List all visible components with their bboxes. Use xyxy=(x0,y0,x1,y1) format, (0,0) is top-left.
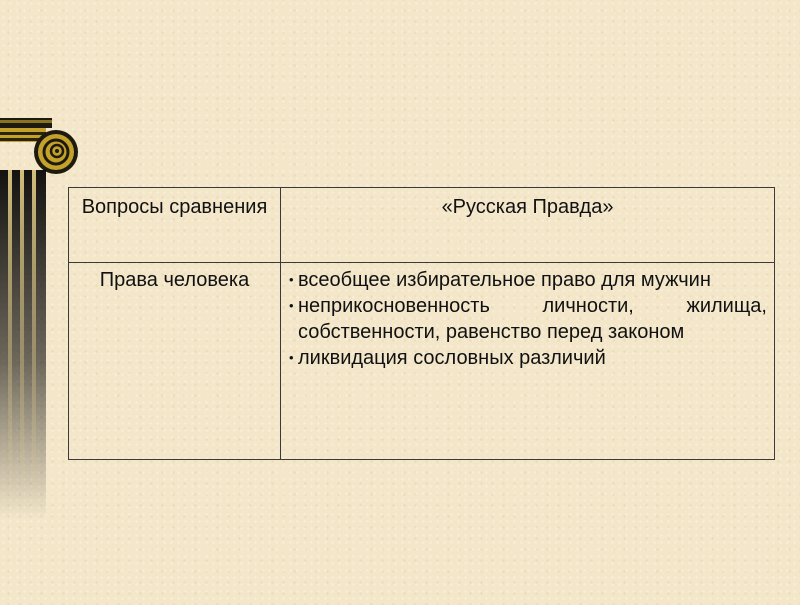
comparison-table xyxy=(68,187,775,460)
rights-list-cell xyxy=(281,263,775,460)
table-header-row xyxy=(69,188,775,263)
list-item xyxy=(289,345,767,371)
bullet-text: неприкосновенность личности, жилища, собственности, равенство перед законом xyxy=(298,295,767,343)
list-item xyxy=(289,293,767,345)
bullet-dot-icon: • xyxy=(289,298,294,313)
bullet-dot-icon: • xyxy=(289,272,294,287)
row-label-human-rights: Права человека xyxy=(69,263,281,460)
list-item xyxy=(289,267,767,293)
table-row xyxy=(69,263,775,460)
bullet-text: всеобщее избирательное право для мужчин xyxy=(298,269,711,291)
bullet-text: ликвидация сословных различий xyxy=(298,347,606,369)
rights-list xyxy=(289,267,767,371)
header-russkaya-pravda: «Русская Правда» xyxy=(281,188,775,263)
header-questions: Вопросы сравнения xyxy=(69,188,281,263)
bullet-dot-icon: • xyxy=(289,350,294,365)
